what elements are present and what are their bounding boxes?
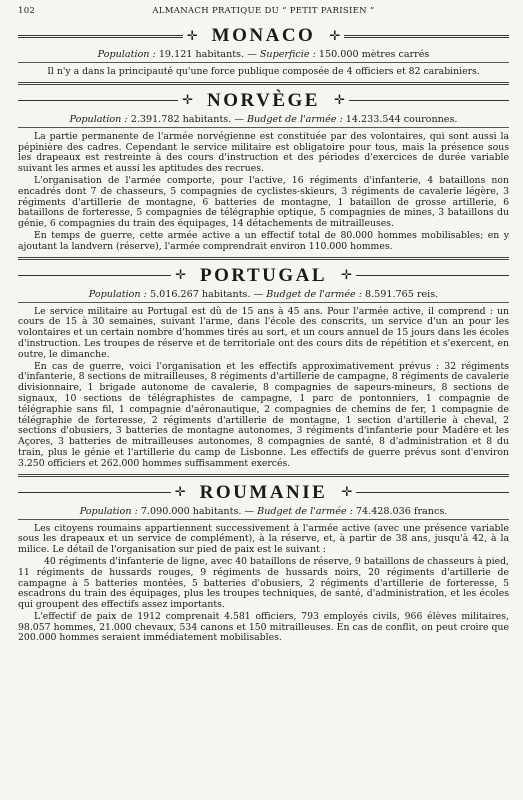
country-stats: Population : 19.121 habitants. — Superficie : 150.000 mètres carrés — [97, 49, 430, 60]
running-head — [18, 6, 509, 20]
paragraph: Les citoyens roumains appartiennent successivement à l'armée active (avec une présence variable sous les drapeaux et un service de complément), à la réserve, et, à partir de 38 ans, jusqu'à 42, à la milice. Le détail de l'organisation sur pied de paix est le suivant : — [18, 522, 509, 556]
cross-ornament-icon: ✛ — [174, 485, 186, 501]
country-title: PORTUGAL — [200, 264, 328, 286]
paragraph: La partie permanente de l'armée norvégienne est constituée par des volontaires, qui sont aussi la pépinière des cadres. Cependant le service militaire est obligatoire pour tous, mais la présence sous les drapeaux est restreinte à des cours d'instruction et des périodes d'exercices de durée variable suivant les armes et aussi les aptitudes des recrues. — [18, 130, 509, 175]
country-stats: Population : 2.391.782 habitants. — Budget de l'armée : 14.233.544 couronnes. — [69, 113, 458, 125]
paragraph: L'organisation de l'armée comporte, pour l'active, 16 régiments d'infanterie, 4 bataillons non encadrés dont 7 de chasseurs, 5 compagnies de cyclistes-skieurs, 3 régiments de cavalerie légère, 3 régiments d'artillerie de montagne, 6 batteries de montagne, 1 bataillon de grosse artillerie, 6 bataillons de forteresse, 5 compagnies de télégraphie optique, 5 compagnies de mines, 3 bataillons du génie, 6 compagnies du train des équipages, 14 détachements de mitrailleuses. — [18, 174, 509, 230]
section-portugal — [18, 264, 509, 477]
section-roumanie — [18, 481, 509, 645]
divider — [18, 519, 509, 520]
country-stats: Population : 5.016.267 habitants. — Budget de l'armée : 8.591.765 reis. — [88, 288, 439, 300]
paragraph: L'effectif de paix de 1912 comprenait 4.581 officiers, 793 employés civils, 966 élèves militaires, 98.057 hommes, 21.000 chevaux, 534 canons et 150 mitrailleuses. En cas de conflit, on peut croire que 200.000 hommes seraient immédiatement mobilisables. — [18, 610, 509, 644]
section-header — [18, 481, 509, 505]
country-title: ROUMANIE — [199, 481, 328, 503]
paragraph: Le service militaire au Portugal est dû de 15 ans à 45 ans. Pour l'armée active, il comprend : un cours de 15 à 30 semaines, suivant l'arme, dans l'école des conscrits, un service d'un an pour les volontaires et un certain nombre d'hommes tirés au sort, et un cours annuel de 15 jours dans les écoles d'instruction. Les troupes de réserve et de territoriale ont des cours dits de répétition et s'exercent, en outre, le dimanche. — [18, 305, 509, 360]
cross-ornament-icon: ✛ — [333, 93, 345, 109]
page-number: 102 — [18, 6, 36, 16]
cross-ornament-icon: ✛ — [186, 28, 198, 44]
section-header — [18, 89, 509, 113]
section-norvege — [18, 89, 509, 260]
section-header — [18, 264, 509, 288]
cross-ornament-icon: ✛ — [175, 268, 186, 284]
section-header — [18, 24, 509, 48]
paragraph: 40 régiments d'infanterie de ligne, avec 40 bataillons de réserve, 9 bataillons de chasseurs à pied, 11 régiments de hussards rouges, 9 régiments de hussards noirs, 20 régiments d'artillerie de campagne à 5 batteries montées, 5 batteries d'obusiers, 2 régiments d'artillerie de forteresse, 5 escadrons du train des équipages, plus les troupes techniques, de santé, d'administration, et les écoles qui groupent des effectifs assez importants. — [18, 555, 509, 611]
paragraph: Il n'y a dans la principauté qu'une force publique composée de 4 officiers et 82 carabiniers. — [47, 66, 480, 77]
country-title: NORVÈGE — [207, 89, 320, 111]
country-stats: Population : 7.090.000 habitants. — Budget de l'armée : 74.428.036 francs. — [79, 505, 448, 517]
divider — [18, 82, 509, 85]
paragraph: En temps de guerre, cette armée active a un effectif total de 80.000 hommes mobilisables; en y ajoutant la landvern (réserve), l'armée comprendrait environ 110.000 hommes. — [18, 229, 509, 252]
paragraph: En cas de guerre, voici l'organisation et les effectifs approximativement prévus : 32 régiments d'infanterie, 8 sections de mitrailleuses, 8 régiments d'artillerie de campagne, 8 régiments de cavalerie divisionnaire, 1 brigade autonome de cavalerie, 8 compagnies de sapeurs-mineurs, 8 sections de signaux, 10 sections de télégraphistes de campagne, 1 parc de pontonniers, 1 compagnie de télégraphie sans fil, 1 compagnie d'aéronautique, 2 compagnies de chemins de fer, 1 compagnie de télégraphie de forteresse, 2 régiments d'artillerie de montagne, 1 section d'artillerie à cheval, 2 sections d'obusiers, 3 batteries de montagne autonomes, 3 régiments d'infanterie pour Madère et les Açores, 3 batteries de mitrailleuses autonomes, 8 compagnies de santé, 8 d'administration et 8 du train, plus le génie et l'artillerie du camp de Lisbonne. Les effectifs de guerre prévus sont d'environ 3.250 officiers et 262.000 hommes suffisamment exercés. — [18, 360, 509, 469]
cross-ornament-icon: ✛ — [182, 93, 194, 109]
divider — [18, 302, 509, 303]
divider — [18, 127, 509, 128]
running-title: ALMANACH PRATIQUE DU “ PETIT PARISIEN ” — [152, 6, 375, 16]
cross-ornament-icon: ✛ — [329, 28, 341, 44]
section-monaco — [18, 24, 509, 85]
divider — [18, 62, 509, 63]
cross-ornament-icon: ✛ — [341, 268, 352, 284]
divider — [18, 474, 509, 477]
cross-ornament-icon: ✛ — [341, 485, 353, 501]
divider — [18, 257, 509, 260]
country-title: MONACO — [211, 25, 316, 46]
